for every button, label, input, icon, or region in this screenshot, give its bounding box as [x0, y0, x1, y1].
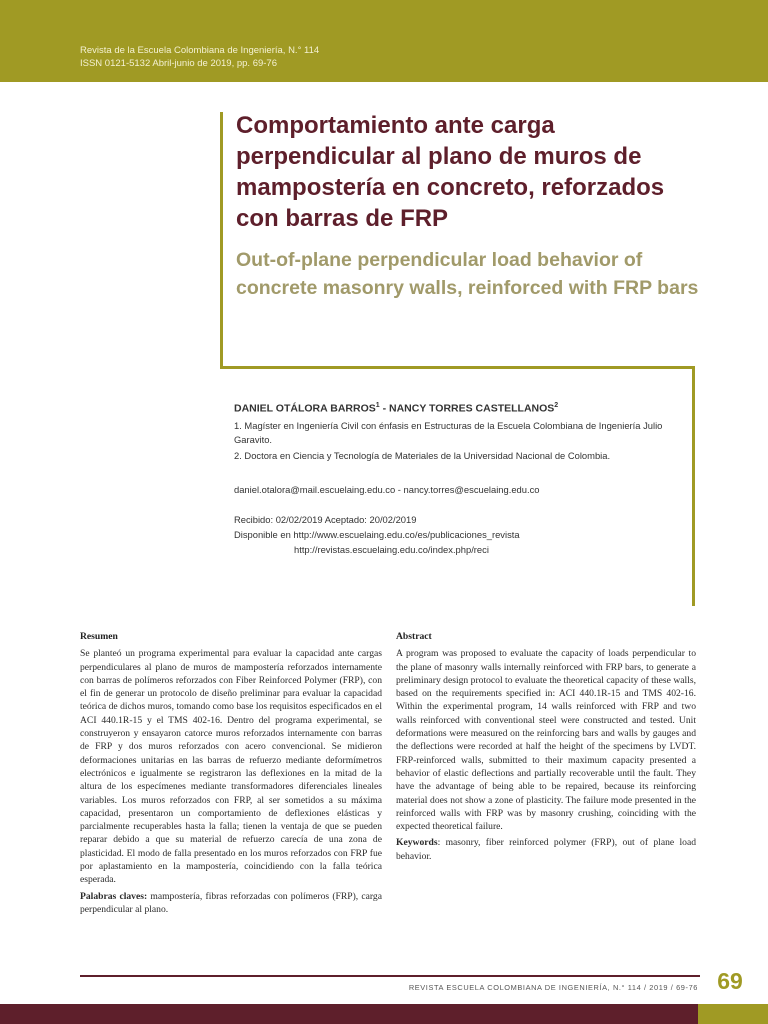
page-number: 69 [717, 968, 743, 994]
affiliation-1: 1. Magíster en Ingeniería Civil con énfasis en Estructuras de la Escuela Colombiana de Ingeniería Julio Garavito. [234, 420, 663, 445]
author-2: NANCY TORRES CASTELLANOS [389, 402, 555, 415]
journal-info [80, 44, 319, 70]
abstract-section [396, 630, 696, 866]
received-accepted-dates: Recibido: 02/02/2019 Aceptado: 20/02/2019 [234, 514, 417, 525]
abstract-keywords [396, 836, 696, 863]
author-accent-bar [692, 366, 695, 606]
article-title-english: Out-of-plane perpendicular load behavior of concrete masonry walls, reinforced with FRP bars [236, 249, 699, 299]
title-accent-bar [220, 112, 223, 367]
abstract-body: A program was proposed to evaluate the capacity of loads perpendicular to the plane of masonry walls internally reinforced with FRP bars, to generate a preliminary design protocol to evaluate the theoretical capacity of these walls, based on the requirements specified in: ACI 440.1R-15 and TMS 402-16. Within the experimental program, 14 walls reinforced with FRP and two walls reinforced with conventional steel were constructed and tested. Unit deformations were measured on the reinforcing bars and walls by gauges and the deflections were recorded at half the height of the specimens by LVDT. FRP-reinforced walls, submitted to their maximum capacity presented a behavior of elastic deflections and partially recoverable until the fault. They have the advantage of being able to be repaired, because its reinforcing material does not show a zone of plasticity. The failure mode presented in the reinforced walls with FRP was by masonry crushing, coinciding with the expected theoretical failure. [396, 648, 696, 833]
footer-band [0, 1004, 698, 1024]
resumen-body: Se planteó un programa experimental para evaluar la capacidad ante cargas perpendiculares al plano de muros de mampostería reforzados internamente con barras de polímeros reforzados con Fiber Reinforced Polymer (FRP), con el fin de generar un protocolo de diseño preliminar para evaluar la capacidad teórica de dichos muros, tomando como base los requisitos especificados en el ACI 440.1R-15 y el TMS 402-16. Dentro del programa experimental, se construyeron y ensayaron catorce muros reforzados internamente con barras de FRP y dos muros reforzados con acero convencional. Se midieron deformaciones unitarias en las barras de refuerzo mediante deformímetros electrónicos e igualmente se registraron las deflexiones en la mitad de la altura de los especímenes mediante transformadores diferenciales lineales variables. Los muros reforzados con FRP, al ser sometidos a su máxima capacidad, presentaron un comportamiento de deflexiones elásticas y parcialmente recuperables hasta la falla; tienen la ventaja de que se pueden reparar debido a que su material de refuerzo carecía de una zona de plasticidad. El modo de falla presentado en los muros reforzados con FRP fue por aplastamiento en la mampostería, coincidiendo con la falla teórica esperada. [80, 648, 382, 886]
footer-journal: REVISTA ESCUELA COLOMBIANA DE INGENIERÍA, N.° 114 / 2019 / 69-76 [408, 983, 698, 992]
author-2-sup: 2 [554, 402, 559, 409]
author-line [234, 402, 558, 415]
resumen-heading: Resumen [80, 631, 118, 642]
article-title-spanish: Comportamiento ante carga perpendicular al plano de muros de mampostería en concreto, reforzados con barras de FRP [236, 112, 665, 232]
resumen-keywords-text: mampostería, fibras reforzadas con polímeros (FRP), carga perpendicular al plano. [80, 890, 382, 915]
journal-line-2: ISSN 0121-5132 Abril-junio de 2019, pp. 69-76 [80, 58, 277, 69]
journal-line-1: Revista de la Escuela Colombiana de Ingeniería, N.° 114 [80, 45, 320, 56]
resumen-keywords-label: Palabras claves: [80, 890, 148, 902]
availability-link-2[interactable]: http://revistas.escuelaing.edu.co/index.php/reci [294, 544, 489, 555]
author-emails[interactable]: daniel.otalora@mail.escuelaing.edu.co - nancy.torres@escuelaing.edu.co [234, 484, 540, 495]
abstract-keywords-label: Keywords [396, 837, 438, 849]
author-1: DANIEL OTÁLORA BARROS [234, 402, 376, 415]
affiliation-2: 2. Doctora en Ciencia y Tecnología de Materiales de la Universidad Nacional de Colombia. [234, 450, 611, 461]
resumen-keywords [80, 890, 382, 917]
author-separator: - [379, 402, 389, 415]
footer-band-accent [698, 1004, 768, 1024]
abstract-keywords-text: : masonry, fiber reinforced polymer (FRP), out of plane load behavior. [396, 837, 696, 862]
abstract-heading: Abstract [396, 631, 432, 642]
title-divider [220, 366, 694, 369]
resumen-section [80, 630, 382, 919]
footer-divider [80, 975, 700, 977]
availability-link-1[interactable]: Disponible en http://www.escuelaing.edu.co/es/publicaciones_revista [234, 529, 520, 540]
author-1-sup: 1 [375, 402, 380, 409]
